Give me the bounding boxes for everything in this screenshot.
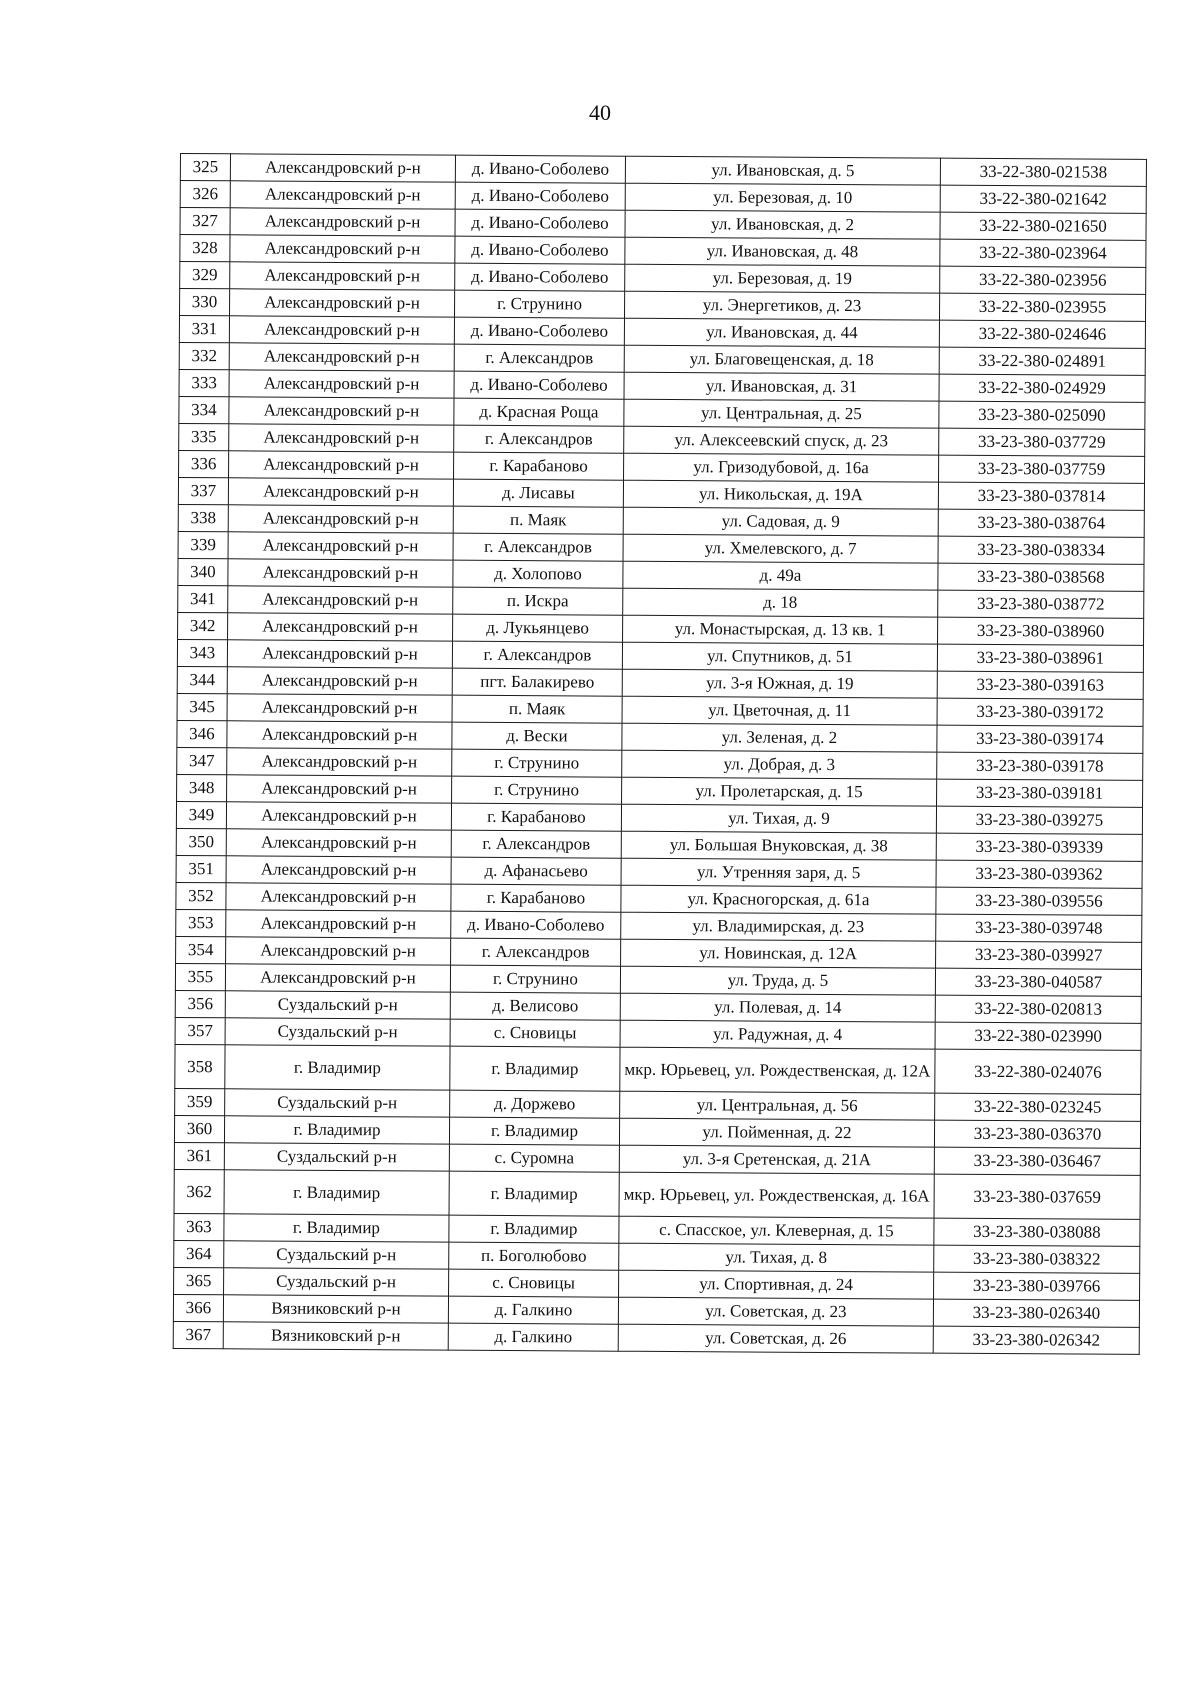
- record-id-cell: 33-23-380-039927: [936, 941, 1142, 969]
- district-cell: Александровский р-н: [226, 856, 451, 884]
- record-id-cell: 33-23-380-036467: [934, 1147, 1140, 1175]
- row-number-cell: 337: [178, 477, 228, 504]
- row-number-cell: 326: [180, 181, 230, 208]
- address-cell: ул. Хмелевского, д. 7: [623, 534, 938, 563]
- row-number-cell: 359: [175, 1088, 225, 1115]
- address-cell: ул. Новинская, д. 12А: [621, 939, 936, 968]
- row-number-cell: 350: [176, 828, 226, 855]
- district-cell: Александровский р-н: [228, 586, 453, 614]
- record-id-cell: 33-23-380-039748: [936, 914, 1142, 942]
- record-id-cell: 33-23-380-037814: [938, 482, 1144, 510]
- record-id-cell: 33-22-380-023955: [939, 293, 1145, 321]
- locality-cell: д. Доржево: [450, 1090, 620, 1118]
- record-id-cell: 33-23-380-037659: [934, 1174, 1140, 1219]
- record-id-cell: 33-22-380-021538: [940, 158, 1146, 186]
- district-cell: Александровский р-н: [229, 316, 454, 344]
- record-id-cell: 33-22-380-023245: [935, 1093, 1141, 1121]
- row-number-cell: 336: [179, 450, 229, 477]
- locality-cell: д. Вески: [452, 722, 622, 750]
- address-cell: ул. Березовая, д. 10: [625, 183, 940, 212]
- address-cell: ул. Березовая, д. 19: [625, 264, 940, 293]
- address-cell: ул. Пойменная, д. 22: [619, 1118, 934, 1147]
- district-cell: Александровский р-н: [226, 937, 451, 965]
- district-cell: Вязниковский р-н: [223, 1322, 448, 1350]
- row-number-cell: 351: [176, 855, 226, 882]
- row-number-cell: 332: [179, 342, 229, 369]
- row-number-cell: 362: [174, 1169, 224, 1213]
- row-number-cell: 335: [179, 423, 229, 450]
- address-cell: ул. Утренняя заря, д. 5: [621, 858, 936, 887]
- locality-cell: д. Ивано-Соболево: [454, 371, 624, 399]
- record-id-cell: 33-23-380-038764: [938, 509, 1144, 537]
- row-number-cell: 340: [178, 558, 228, 585]
- locality-cell: с. Суромна: [449, 1144, 619, 1172]
- record-id-cell: 33-22-380-023956: [940, 266, 1146, 294]
- record-id-cell: 33-22-380-024891: [939, 347, 1145, 375]
- record-id-cell: 33-22-380-021642: [940, 185, 1146, 213]
- address-cell: ул. Ивановская, д. 31: [624, 372, 939, 401]
- record-id-cell: 33-23-380-039362: [936, 860, 1142, 888]
- locality-cell: г. Александров: [454, 344, 624, 372]
- record-id-cell: 33-23-380-038334: [938, 536, 1144, 564]
- district-cell: Александровский р-н: [230, 154, 455, 182]
- row-number-cell: 361: [174, 1142, 224, 1169]
- locality-cell: г. Струнино: [450, 965, 620, 993]
- district-cell: Суздальский р-н: [225, 1018, 450, 1046]
- row-number-cell: 325: [180, 154, 230, 181]
- district-cell: Александровский р-н: [226, 802, 451, 830]
- record-id-cell: 33-23-380-039181: [937, 779, 1143, 807]
- district-cell: Александровский р-н: [226, 883, 451, 911]
- locality-cell: д. Ивано-Соболево: [455, 236, 625, 264]
- address-cell: ул. Радужная, д. 4: [620, 1020, 935, 1049]
- row-number-cell: 367: [173, 1321, 223, 1348]
- address-cell: мкр. Юрьевец, ул. Рождественская, д. 12А: [620, 1047, 935, 1093]
- district-cell: Александровский р-н: [228, 478, 453, 506]
- district-cell: Александровский р-н: [229, 397, 454, 425]
- address-cell: ул. Советская, д. 23: [618, 1297, 933, 1326]
- address-cell: ул. Полевая, д. 14: [620, 993, 935, 1022]
- locality-cell: д. Афанасьево: [451, 857, 621, 885]
- row-number-cell: 348: [177, 774, 227, 801]
- row-number-cell: 360: [174, 1115, 224, 1142]
- locality-cell: г. Карабаново: [451, 803, 621, 831]
- row-number-cell: 365: [174, 1267, 224, 1294]
- district-cell: Александровский р-н: [227, 775, 452, 803]
- record-id-cell: 33-23-380-036370: [934, 1120, 1140, 1148]
- address-cell: ул. Центральная, д. 56: [620, 1091, 935, 1120]
- district-cell: Суздальский р-н: [224, 1143, 449, 1171]
- district-cell: Александровский р-н: [229, 370, 454, 398]
- district-cell: г. Владимир: [225, 1045, 450, 1090]
- locality-cell: д. Холопово: [453, 560, 623, 588]
- address-cell: ул. Садовая, д. 9: [623, 507, 938, 536]
- row-number-cell: 338: [178, 504, 228, 531]
- locality-cell: г. Владимир: [449, 1215, 619, 1243]
- record-id-cell: 33-23-380-039766: [934, 1272, 1140, 1300]
- row-number-cell: 354: [176, 936, 226, 963]
- record-id-cell: 33-23-380-037729: [939, 428, 1145, 456]
- record-id-cell: 33-23-380-039163: [937, 671, 1143, 699]
- address-cell: ул. Монастырская, д. 13 кв. 1: [623, 615, 938, 644]
- row-number-cell: 327: [180, 208, 230, 235]
- record-id-cell: 33-22-380-020813: [935, 995, 1141, 1023]
- locality-cell: д. Ивано-Соболево: [455, 263, 625, 291]
- record-id-cell: 33-22-380-021650: [940, 212, 1146, 240]
- locality-cell: д. Ивано-Соболево: [451, 911, 621, 939]
- address-cell: ул. Никольская, д. 19А: [623, 480, 938, 509]
- address-cell: ул. Ивановская, д. 48: [625, 237, 940, 266]
- record-id-cell: 33-23-380-040587: [935, 968, 1141, 996]
- record-id-cell: 33-23-380-038322: [934, 1245, 1140, 1273]
- table-row: [174, 1169, 1140, 1219]
- row-number-cell: 344: [177, 666, 227, 693]
- row-number-cell: 328: [180, 235, 230, 262]
- district-cell: Александровский р-н: [225, 964, 450, 992]
- record-id-cell: 33-23-380-039275: [936, 806, 1142, 834]
- record-id-cell: 33-23-380-039174: [937, 725, 1143, 753]
- address-cell: ул. Ивановская, д. 44: [624, 318, 939, 347]
- locality-cell: г. Владимир: [449, 1117, 619, 1145]
- row-number-cell: 356: [175, 990, 225, 1017]
- district-cell: г. Владимир: [224, 1214, 449, 1242]
- row-number-cell: 339: [178, 531, 228, 558]
- locality-cell: г. Владимир: [449, 1171, 619, 1216]
- row-number-cell: 366: [173, 1294, 223, 1321]
- address-cell: ул. Труда, д. 5: [620, 966, 935, 995]
- locality-cell: д. Ивано-Соболево: [455, 155, 625, 183]
- district-cell: Александровский р-н: [228, 613, 453, 641]
- locality-cell: д. Галкино: [448, 1296, 618, 1324]
- record-id-cell: 33-23-380-038772: [938, 590, 1144, 618]
- district-cell: Суздальский р-н: [225, 991, 450, 1019]
- locality-cell: г. Александров: [451, 830, 621, 858]
- address-cell: ул. Ивановская, д. 5: [625, 156, 940, 185]
- district-cell: Александровский р-н: [227, 694, 452, 722]
- address-cell: ул. Владимирская, д. 23: [621, 912, 936, 941]
- row-number-cell: 353: [176, 909, 226, 936]
- district-cell: Александровский р-н: [227, 667, 452, 695]
- district-cell: Александровский р-н: [227, 640, 452, 668]
- address-cell: ул. Добрая, д. 3: [622, 750, 937, 779]
- locality-cell: г. Струнино: [452, 749, 622, 777]
- address-cell: ул. Гризодубовой, д. 16а: [624, 453, 939, 482]
- row-number-cell: 363: [174, 1213, 224, 1240]
- address-cell: ул. Спортивная, д. 24: [619, 1270, 934, 1299]
- district-cell: Суздальский р-н: [224, 1241, 449, 1269]
- record-id-cell: 33-23-380-039172: [937, 698, 1143, 726]
- locality-cell: д. Лисавы: [453, 479, 623, 507]
- address-cell: ул. Тихая, д. 8: [619, 1243, 934, 1272]
- district-cell: Александровский р-н: [228, 559, 453, 587]
- address-cell: мкр. Юрьевец, ул. Рождественская, д. 16А: [619, 1172, 934, 1218]
- record-id-cell: 33-23-380-038961: [937, 644, 1143, 672]
- address-cell: ул. Красногорская, д. 61а: [621, 885, 936, 914]
- record-id-cell: 33-22-380-024076: [935, 1049, 1141, 1094]
- row-number-cell: 331: [179, 316, 229, 343]
- district-cell: Суздальский р-н: [225, 1089, 450, 1117]
- locality-cell: г. Струнино: [455, 290, 625, 318]
- row-number-cell: 346: [177, 720, 227, 747]
- table-row: [173, 1321, 1139, 1354]
- page-number: 40: [589, 100, 611, 125]
- locality-cell: п. Маяк: [452, 695, 622, 723]
- district-cell: г. Владимир: [224, 1116, 449, 1144]
- locality-cell: д. Лукьянцево: [453, 614, 623, 642]
- locality-cell: г. Карабаново: [454, 452, 624, 480]
- address-cell: ул. 3-я Южная, д. 19: [622, 669, 937, 698]
- district-cell: Александровский р-н: [229, 343, 454, 371]
- record-id-cell: 33-23-380-025090: [939, 401, 1145, 429]
- record-id-cell: 33-23-380-038088: [934, 1218, 1140, 1246]
- locality-cell: г. Александров: [451, 938, 621, 966]
- record-id-cell: 33-23-380-026340: [933, 1299, 1139, 1327]
- district-cell: Александровский р-н: [229, 424, 454, 452]
- record-id-cell: 33-23-380-039178: [937, 752, 1143, 780]
- locality-cell: д. Велисово: [450, 992, 620, 1020]
- district-cell: Александровский р-н: [230, 289, 455, 317]
- district-cell: Суздальский р-н: [224, 1268, 449, 1296]
- record-id-cell: 33-23-380-038568: [938, 563, 1144, 591]
- locality-cell: д. Ивано-Соболево: [455, 182, 625, 210]
- registry-table: [173, 153, 1147, 1355]
- address-cell: ул. Пролетарская, д. 15: [622, 777, 937, 806]
- district-cell: Александровский р-н: [230, 208, 455, 236]
- locality-cell: г. Александров: [452, 641, 622, 669]
- address-cell: д. 49а: [623, 561, 938, 590]
- record-id-cell: 33-23-380-039339: [936, 833, 1142, 861]
- record-id-cell: 33-23-380-039556: [936, 887, 1142, 915]
- locality-cell: д. Ивано-Соболево: [455, 209, 625, 237]
- address-cell: ул. Цветочная, д. 11: [622, 696, 937, 725]
- locality-cell: г. Владимир: [450, 1046, 620, 1091]
- record-id-cell: 33-22-380-024646: [939, 320, 1145, 348]
- record-id-cell: 33-23-380-037759: [939, 455, 1145, 483]
- row-number-cell: 334: [179, 396, 229, 423]
- row-number-cell: 342: [178, 612, 228, 639]
- locality-cell: пгт. Балакирево: [452, 668, 622, 696]
- locality-cell: с. Сновицы: [449, 1269, 619, 1297]
- row-number-cell: 364: [174, 1240, 224, 1267]
- district-cell: г. Владимир: [224, 1170, 449, 1215]
- district-cell: Александровский р-н: [228, 532, 453, 560]
- row-number-cell: 345: [177, 693, 227, 720]
- locality-cell: п. Маяк: [453, 506, 623, 534]
- row-number-cell: 330: [180, 289, 230, 316]
- locality-cell: д. Красная Роща: [454, 398, 624, 426]
- address-cell: ул. Ивановская, д. 2: [625, 210, 940, 239]
- row-number-cell: 358: [175, 1044, 225, 1088]
- row-number-cell: 329: [180, 262, 230, 289]
- locality-cell: д. Ивано-Соболево: [454, 317, 624, 345]
- address-cell: ул. Алексеевский спуск, д. 23: [624, 426, 939, 455]
- record-id-cell: 33-22-380-023964: [940, 239, 1146, 267]
- address-cell: ул. Тихая, д. 9: [621, 804, 936, 833]
- district-cell: Александровский р-н: [226, 910, 451, 938]
- district-cell: Вязниковский р-н: [223, 1295, 448, 1323]
- address-cell: ул. Большая Внуковская, д. 38: [621, 831, 936, 860]
- district-cell: Александровский р-н: [227, 748, 452, 776]
- record-id-cell: 33-23-380-026342: [933, 1326, 1139, 1354]
- locality-cell: п. Боголюбово: [449, 1242, 619, 1270]
- address-cell: ул. Энергетиков, д. 23: [624, 291, 939, 320]
- locality-cell: п. Искра: [453, 587, 623, 615]
- record-id-cell: 33-23-380-038960: [938, 617, 1144, 645]
- locality-cell: г. Карабаново: [451, 884, 621, 912]
- row-number-cell: 352: [176, 882, 226, 909]
- record-id-cell: 33-22-380-023990: [935, 1022, 1141, 1050]
- district-cell: Александровский р-н: [230, 262, 455, 290]
- district-cell: Александровский р-н: [229, 451, 454, 479]
- record-id-cell: 33-22-380-024929: [939, 374, 1145, 402]
- district-cell: Александровский р-н: [230, 181, 455, 209]
- address-cell: с. Спасское, ул. Клеверная, д. 15: [619, 1216, 934, 1245]
- row-number-cell: 349: [176, 801, 226, 828]
- row-number-cell: 357: [175, 1017, 225, 1044]
- address-cell: ул. Советская, д. 26: [618, 1324, 933, 1353]
- address-cell: ул. Зеленая, д. 2: [622, 723, 937, 752]
- row-number-cell: 347: [177, 747, 227, 774]
- locality-cell: г. Александров: [454, 425, 624, 453]
- row-number-cell: 355: [175, 963, 225, 990]
- district-cell: Александровский р-н: [226, 829, 451, 857]
- locality-cell: д. Галкино: [448, 1323, 618, 1351]
- row-number-cell: 333: [179, 369, 229, 396]
- address-cell: ул. Благовещенская, д. 18: [624, 345, 939, 374]
- district-cell: Александровский р-н: [228, 505, 453, 533]
- locality-cell: г. Александров: [453, 533, 623, 561]
- row-number-cell: 341: [178, 585, 228, 612]
- address-cell: ул. Спутников, д. 51: [622, 642, 937, 671]
- table-row: [175, 1044, 1141, 1094]
- address-cell: д. 18: [623, 588, 938, 617]
- locality-cell: г. Струнино: [452, 776, 622, 804]
- district-cell: Александровский р-н: [227, 721, 452, 749]
- row-number-cell: 343: [177, 639, 227, 666]
- registry-table-wrapper: [173, 153, 1146, 1355]
- locality-cell: с. Сновицы: [450, 1019, 620, 1047]
- registry-table-body: [173, 154, 1146, 1355]
- district-cell: Александровский р-н: [230, 235, 455, 263]
- address-cell: ул. 3-я Сретенская, д. 21А: [619, 1145, 934, 1174]
- address-cell: ул. Центральная, д. 25: [624, 399, 939, 428]
